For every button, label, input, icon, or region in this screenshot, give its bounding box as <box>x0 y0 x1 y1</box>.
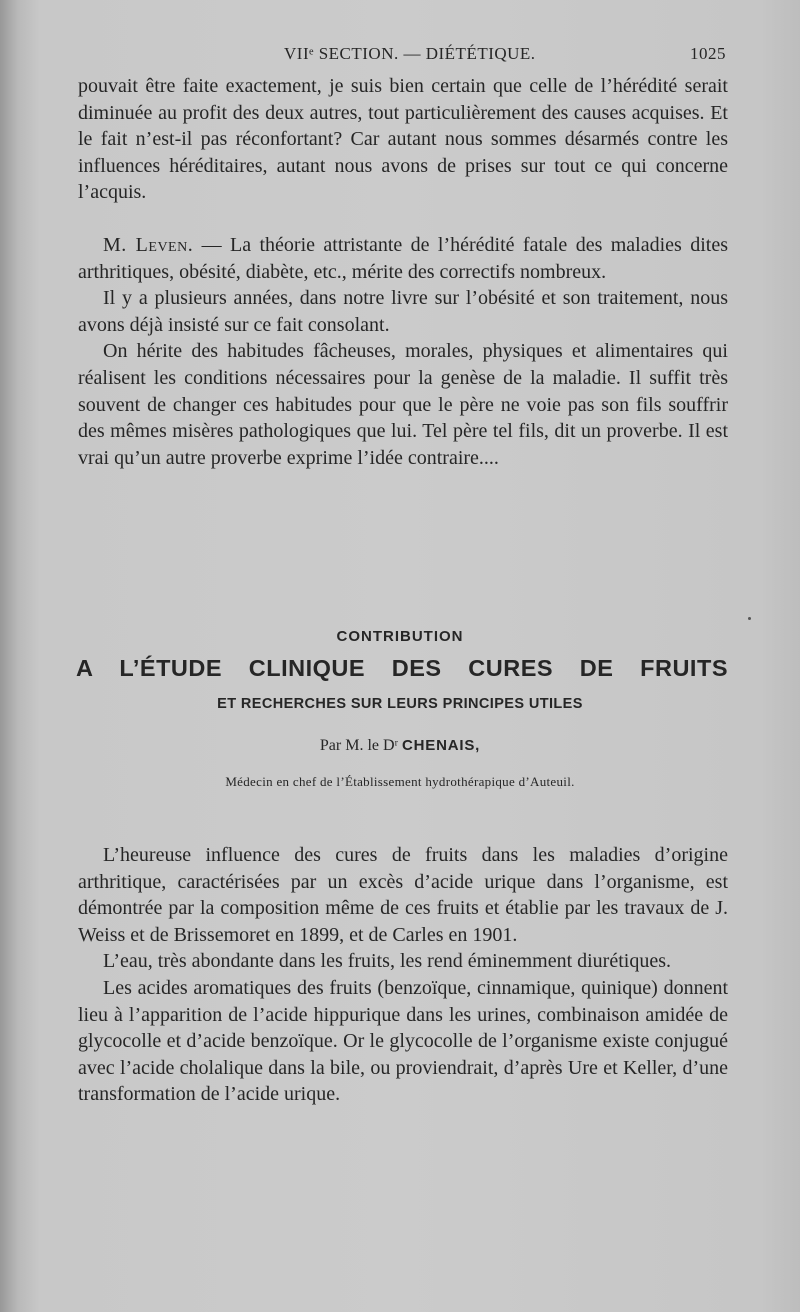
paragraph: Il y a plusieurs années, dans notre livre sur l’obésité et son traitement, nous avons déjà insisté sur ce fait consolant. <box>78 287 728 336</box>
article-text <box>78 842 728 1108</box>
article-title: A L’ÉTUDE CLINIQUE DES CURES DE FRUITS <box>76 655 728 681</box>
section-heading: VIIᵉ SECTION. — DIÉTÉTIQUE. <box>284 44 536 63</box>
paragraph-continued: pouvait être faite exactement, je suis bien certain que celle de l’hérédité serait diminuée au profit des deux autres, tout particulièrement des causes acquises. Et le fait n’est-il pas réconfortant? Car autant nous sommes désarmés contre les influences héréditaires, autant nous avons de prises sur tout ce qui concerne l’acquis. <box>78 75 728 204</box>
byline-prefix: Par M. le Dʳ <box>319 737 403 754</box>
article-kicker: CONTRIBUTION <box>336 628 464 645</box>
paragraph: Les acides aromatiques des fruits (benzoïque, cinnamique, quinique) donnent lieu à l’apparition de l’acide hippurique dans les urines, combinaison amidée de glycocolle et d’acide benzoïque. Or le glycocolle de l’organisme existe conjugué avec l’acide cholalique dans la bile, ou proviendrait, d’après Ure et Keller, d’une transformation de l’acide urique. <box>78 976 728 1106</box>
author-name: CHENAIS, <box>402 737 481 754</box>
speaker-text: — La théorie attristante de l’hérédité fatale des maladies dites arthritiques, obésité, diabète, etc., mérite des correctifs nombreux. <box>78 233 728 283</box>
speck-mark <box>748 617 751 620</box>
article-subtitle: ET RECHERCHES SUR LEURS PRINCIPES UTILES <box>217 696 583 712</box>
running-head <box>0 44 800 70</box>
discussion-text <box>78 73 728 471</box>
byline <box>0 737 800 755</box>
paragraph: L’heureuse influence des cures de fruits dans les maladies d’origine arthritique, caractérisées par un excès d’acide urique dans l’organisme, est démontrée par la composition même de ces fruits et établie par les travaux de J. Weiss et de Brissemoret en 1899, et de Carles en 1901. <box>78 844 728 946</box>
speaker-name: M. Leven. <box>103 233 194 256</box>
paragraph: On hérite des habitudes fâcheuses, morales, physiques et alimentaires qui réalisent les conditions nécessaires pour la genèse de la maladie. Il suffit très souvent de changer ces habitudes pour que le père ne voie pas son fils souffrir des mêmes misères pathologiques que lui. Tel père tel fils, dit un proverbe. Il est vrai qu’un autre proverbe exprime l’idée contraire.... <box>78 340 728 469</box>
page-number: 1025 <box>690 44 726 63</box>
paragraph: L’eau, très abondante dans les fruits, les rend éminemment diurétiques. <box>103 950 671 973</box>
author-affiliation: Médecin en chef de l’Établissement hydrothérapique d’Auteuil. <box>225 774 575 789</box>
paragraph-leven <box>78 232 728 285</box>
